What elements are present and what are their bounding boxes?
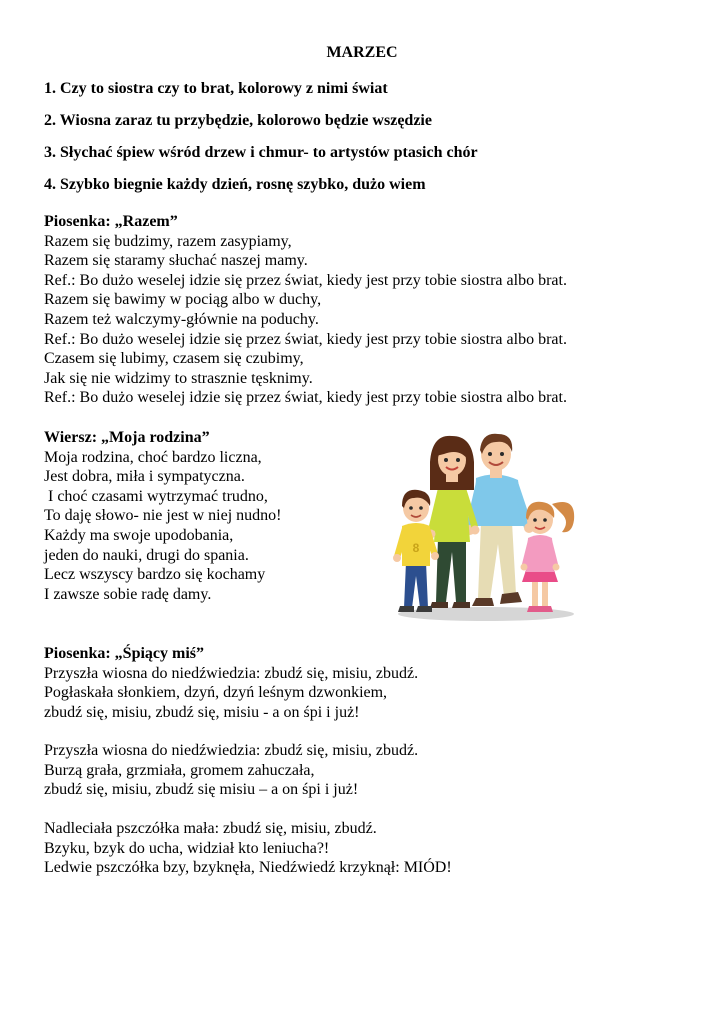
song-mis-heading: Piosenka: „Śpiący miś” (44, 645, 205, 662)
goal-4: 4. Szybko biegnie każdy dzień, rosnę szybko, dużo wiem (44, 176, 426, 193)
poem-line: I choć czasami wytrzymać trudno, (44, 487, 268, 505)
poem-line: To daję słowo- nie jest w niej nudno! (44, 507, 282, 525)
song-line: Razem też walczymy-głównie na poduchy. (44, 310, 319, 328)
song-line: Jak się nie widzimy to strasznie tęsknimy. (44, 369, 313, 387)
poem-line: jeden do nauki, drugi do spania. (44, 546, 249, 564)
song-line: Bzyku, bzyk do ucha, widział kto leniucha?! (44, 839, 330, 857)
song-line: zbudź się, misiu, zbudź się, misiu - a on śpi i już! (44, 703, 360, 721)
girl-figure (521, 502, 575, 612)
family-illustration (386, 426, 586, 626)
song-line: Przyszła wiosna do niedźwiedzia: zbudź się, misiu, zbudź. (44, 664, 419, 682)
poem-line: I zawsze sobie radę damy. (44, 585, 212, 603)
poem-line: Moja rodzina, choć bardzo liczna, (44, 448, 262, 466)
song-refrain: Ref.: Bo dużo weselej idzie się przez świat, kiedy jest przy tobie siostra albo brat. (44, 330, 567, 348)
song-razem (44, 212, 567, 408)
song-razem-heading: Piosenka: „Razem” (44, 213, 178, 230)
song-line: Czasem się lubimy, czasem się czubimy, (44, 350, 304, 368)
poem-line: Jest dobra, miła i sympatyczna. (44, 468, 245, 486)
boy-figure (393, 490, 439, 612)
poem-line: Lecz wszyscy bardzo się kochamy (44, 566, 266, 584)
song-line: Razem się staramy słuchać naszej mamy. (44, 252, 308, 270)
song-spiacy-mis (44, 644, 418, 722)
goal-3: 3. Słychać śpiew wśród drzew i chmur- to artystów ptasich chór (44, 144, 478, 161)
song-line: Razem się bawimy w pociąg albo w duchy, (44, 291, 322, 309)
song-line: Burzą grała, grzmiała, gromem zahuczała, (44, 761, 315, 779)
song-refrain: Ref.: Bo dużo weselej idzie się przez świat, kiedy jest przy tobie siostra albo brat. (44, 271, 567, 289)
song-line: Razem się budzimy, razem zasypiamy, (44, 232, 292, 250)
mother-figure (427, 436, 480, 608)
poem-moja-rodzina (44, 428, 282, 604)
song-line: Nadleciała pszczółka mała: zbudź się, misiu, zbudź. (44, 820, 377, 837)
song-line: Pogłaskała słonkiem, dzyń, dzyń leśnym dzwonkiem, (44, 684, 388, 702)
song-refrain: Ref.: Bo dużo weselej idzie się przez świat, kiedy jest przy tobie siostra albo brat. (44, 389, 567, 407)
svg-text:8: 8 (412, 541, 420, 555)
song-line: zbudź się, misiu, zbudź się misiu – a on śpi i już! (44, 781, 359, 799)
song-mis-stanza-3 (44, 819, 452, 878)
poem-line: Każdy ma swoje upodobania, (44, 526, 234, 544)
song-mis-stanza-2 (44, 741, 418, 800)
poem-heading: Wiersz: „Moja rodzina” (44, 429, 210, 446)
goal-1: 1. Czy to siostra czy to brat, kolorowy z nimi świat (44, 80, 388, 97)
song-line: Ledwie pszczółka bzy, bzyknęła, Niedźwiedź krzyknął: MIÓD! (44, 859, 452, 877)
goal-2: 2. Wiosna zaraz tu przybędzie, kolorowo będzie wszędzie (44, 112, 432, 129)
page-title: MARZEC (326, 44, 398, 61)
song-line: Przyszła wiosna do niedźwiedzia: zbudź się, misiu, zbudź. (44, 742, 419, 759)
